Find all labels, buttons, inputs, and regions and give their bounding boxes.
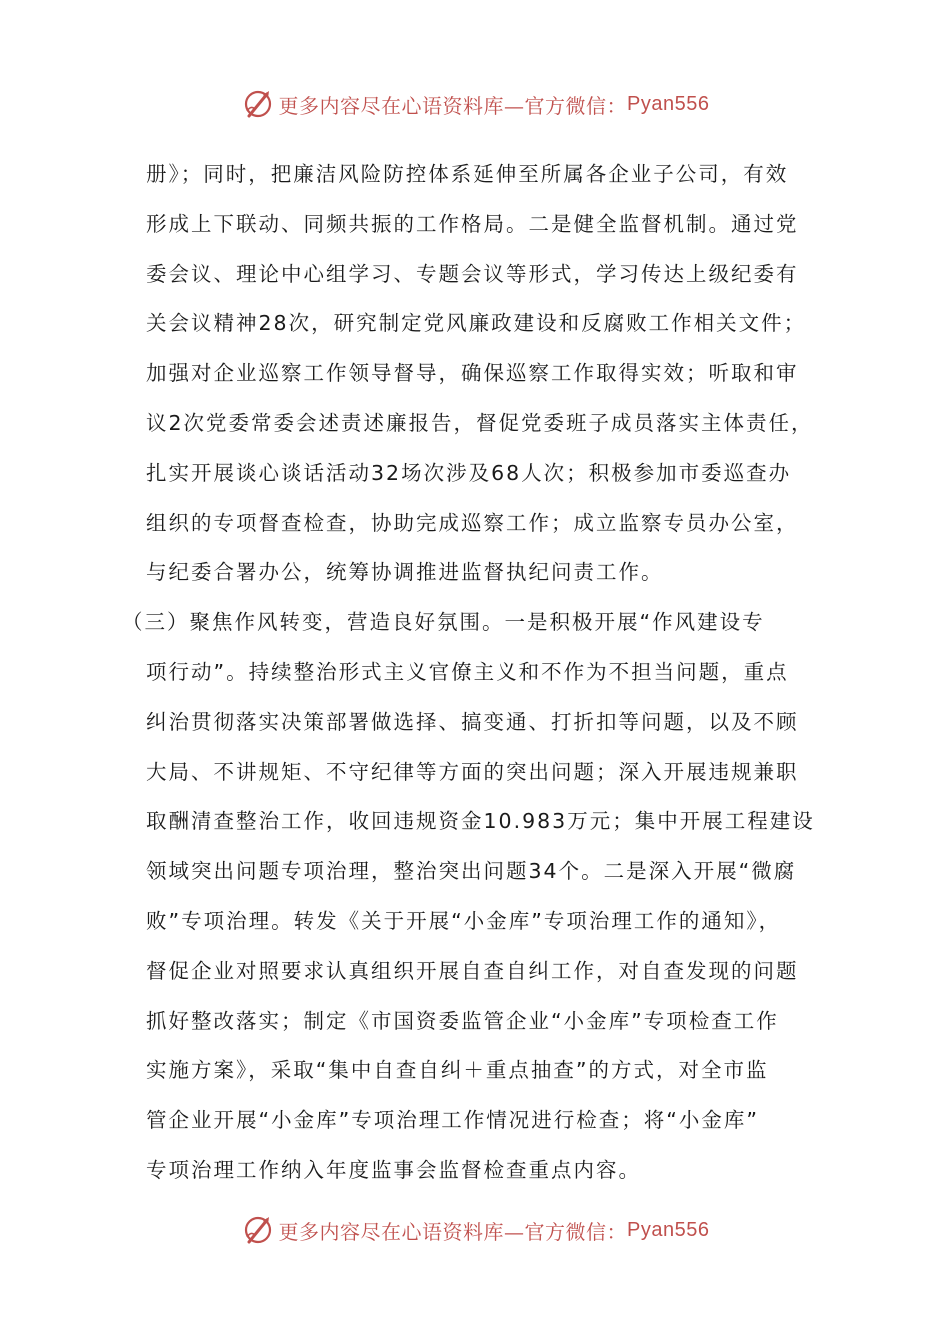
text-line: 取酬清查整治工作，收回违规资金10.983万元；集中开展工程建设	[146, 809, 815, 834]
text-line: 组织的专项督查检查，协助完成巡察工作；成立监察专员办公室，	[146, 510, 799, 535]
text-line: 专项治理工作纳入年度监事会监督检查重点内容。	[146, 1157, 641, 1182]
text-line: 委会议、理论中心组学习、专题会议等形式，学习传达上级纪委有	[146, 261, 799, 286]
text-line: 纠治贯彻落实决策部署做选择、搞变通、打折扣等问题，以及不顾	[146, 709, 799, 734]
text-line: 与纪委合署办公，统筹协调推进监督执纪问责工作。	[146, 560, 664, 585]
text-line: 册》；同时，把廉洁风险防控体系延伸至所属各企业子公司，有效	[146, 162, 789, 186]
text-line: 形成上下联动、同频共振的工作格局。二是健全监督机制。通过党	[146, 211, 799, 236]
text-line: 加强对企业巡察工作领导督导，确保巡察工作取得实效；听取和审	[146, 361, 799, 386]
text-line: 扎实开展谈心谈话活动32场次涉及68人次；积极参加市委巡查办	[146, 460, 792, 485]
header-banner	[0, 84, 950, 124]
text-line: 管企业开展“小金库”专项治理工作情况进行检查；将“小金库”	[146, 1108, 759, 1133]
banner-contact: Pyan556	[627, 1218, 710, 1241]
text-line: 项行动”。持续整治形式主义官僚主义和不作为不担当问题，重点	[146, 659, 789, 684]
footer-banner	[0, 1210, 950, 1250]
text-line: 领域突出问题专项治理，整治突出问题34个。二是深入开展“微腐	[146, 859, 797, 884]
text-line: 败”专项治理。转发《关于开展“小金库”专项治理工作的通知》，	[146, 908, 782, 933]
paragraph	[122, 598, 816, 1196]
pen-logo-icon	[241, 1213, 275, 1247]
banner-contact: Pyan556	[627, 92, 710, 115]
text-line: 督促企业对照要求认真组织开展自查自纠工作，对自查发现的问题	[146, 958, 799, 983]
text-line: 抓好整改落实；制定《市国资委监管企业“小金库”专项检查工作	[146, 1008, 779, 1033]
banner-text: 更多内容尽在心语资料库—官方微信：	[278, 93, 628, 118]
text-line: 大局、不讲规矩、不守纪律等方面的突出问题；深入开展违规兼职	[146, 759, 799, 784]
text-line: 实施方案》，采取“集中自查自纠＋重点抽查”的方式，对全市监	[146, 1058, 769, 1083]
paragraph	[146, 150, 816, 598]
document-body	[122, 150, 816, 1196]
banner-text: 更多内容尽在心语资料库—官方微信：	[278, 1219, 628, 1244]
pen-logo-icon	[241, 87, 275, 121]
text-line: 议2次党委常委会述责述廉报告，督促党委班子成员落实主体责任，	[146, 410, 814, 435]
text-line: 关会议精神28次，研究制定党风廉政建设和反腐败工作相关文件；	[146, 311, 807, 336]
section-heading-line: （三）聚焦作风转变，营造良好氛围。一是积极开展“作风建设专	[122, 610, 765, 635]
